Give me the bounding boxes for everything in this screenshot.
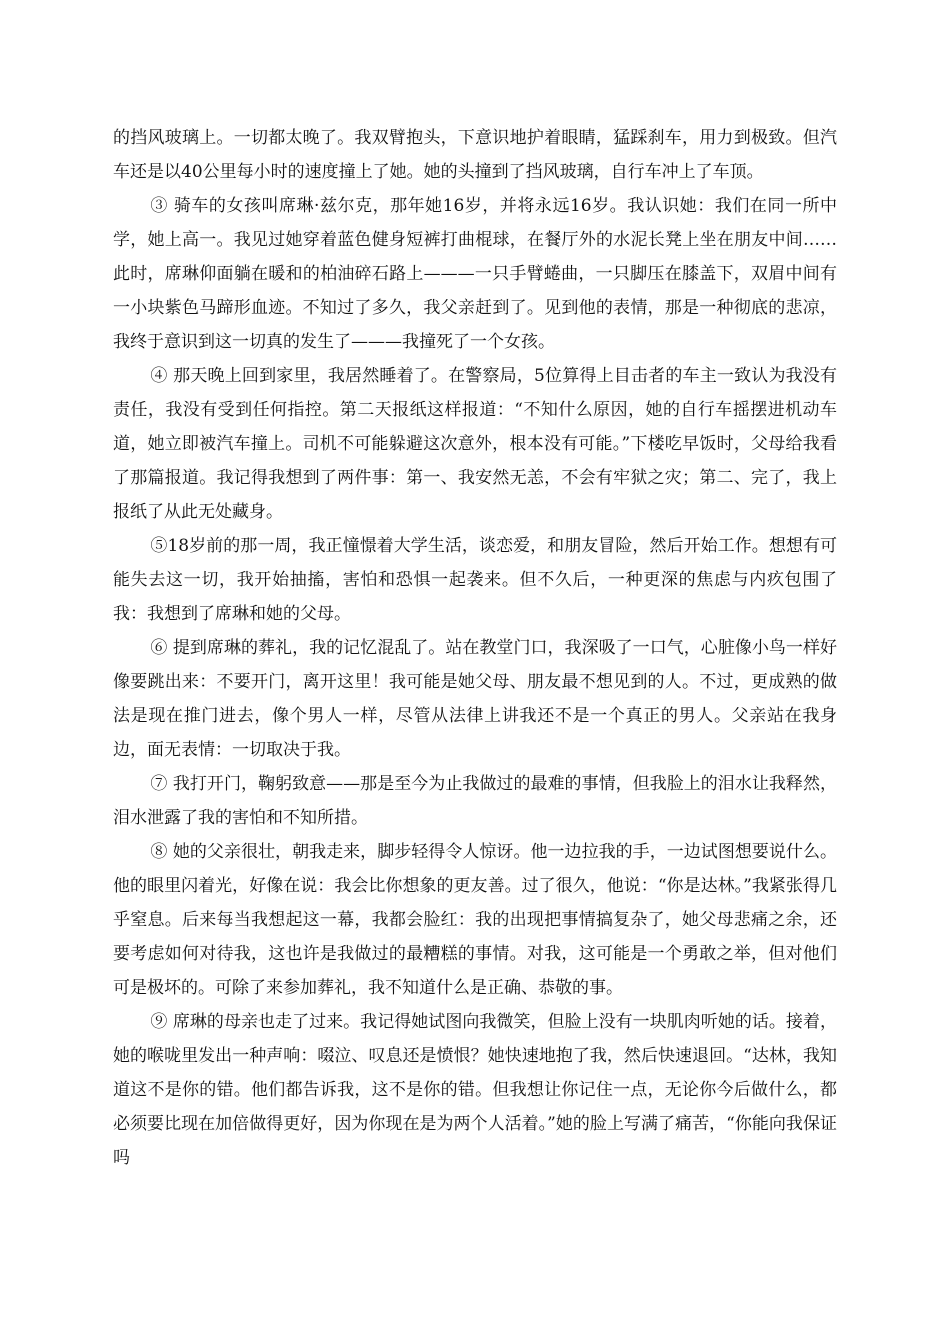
paragraph-9: ⑨ 席琳的母亲也走了过来。我记得她试图向我微笑，但脸上没有一块肌肉听她的话。接着，她的喉咙里发出一种声响：啜泣、叹息还是愤恨？她快速地抱了我，然后快速退回。“达林，我知道这不是你的错。他们都告诉我，这不是你的错。但我想让你记住一点，无论你今后做什么，都必须要比现在加倍做得更好，因为你现在是为两个人活着。”她的脸上写满了痛苦，“你能向我保证吗 [113,1012,837,1168]
paragraph-8: ⑧ 她的父亲很壮，朝我走来，脚步轻得令人惊讶。他一边拉我的手，一边试图想要说什么。他的眼里闪着光，好像在说：我会比你想象的更友善。过了很久，他说：“你是达林。”我紧张得几乎窒息。后来每当我想起这一幕，我都会脸红：我的出现把事情搞复杂了，她父母悲痛之余，还要考虑如何对待我，这也许是我做过的最糟糕的事情。对我，这可能是一个勇敢之举，但对他们可是极坏的。可除了来参加葬礼，我不知道什么是正确、恭敬的事。 [113,842,837,998]
paragraph-4: ④ 那天晚上回到家里，我居然睡着了。在警察局，5位算得上目击者的车主一致认为我没有责任，我没有受到任何指控。第二天报纸这样报道：“不知什么原因，她的自行车摇摆进机动车道，她立即被汽车撞上。司机不可能躲避这次意外，根本没有可能。”下楼吃早饭时，父母给我看了那篇报道。我记得我想到了两件事：第一、我安然无恙，不会有牢狱之灾；第二、完了，我上报纸了从此无处藏身。 [113,366,837,522]
document-page [113,121,837,1175]
paragraph-5: ⑤18岁前的那一周，我正憧憬着大学生活，谈恋爱，和朋友冒险，然后开始工作。想想有可能失去这一切，我开始抽搐，害怕和恐惧一起袭来。但不久后，一种更深的焦虑与内疚包围了我：我想到了席琳和她的父母。 [113,536,837,624]
paragraph-6: ⑥ 提到席琳的葬礼，我的记忆混乱了。站在教堂门口，我深吸了一口气，心脏像小鸟一样好像要跳出来：不要开门，离开这里！我可能是她父母、朋友最不想见到的人。不过，更成熟的做法是现在推门进去，像个男人一样，尽管从法律上讲我还不是一个真正的男人。父亲站在我身边，面无表情：一切取决于我。 [113,638,837,760]
paragraph-7: ⑦ 我打开门，鞠躬致意——那是至今为止我做过的最难的事情，但我脸上的泪水让我释然，泪水泄露了我的害怕和不知所措。 [113,774,837,828]
paragraph-continuation: 的挡风玻璃上。一切都太晚了。我双臂抱头，下意识地护着眼睛，猛踩刹车，用力到极致。但汽车还是以40公里每小时的速度撞上了她。她的头撞到了挡风玻璃，自行车冲上了车顶。 [113,128,837,182]
paragraph-3: ③ 骑车的女孩叫席琳·兹尔克，那年她16岁，并将永远16岁。我认识她：我们在同一所中学，她上高一。我见过她穿着蓝色健身短裤打曲棍球，在餐厅外的水泥长凳上坐在朋友中间……此时，席琳仰面躺在暖和的柏油碎石路上———一只手臂蜷曲，一只脚压在膝盖下，双眉中间有一小块紫色马蹄形血迹。不知过了多久，我父亲赶到了。见到他的表情，那是一种彻底的悲凉，我终于意识到这一切真的发生了———我撞死了一个女孩。 [113,196,837,352]
